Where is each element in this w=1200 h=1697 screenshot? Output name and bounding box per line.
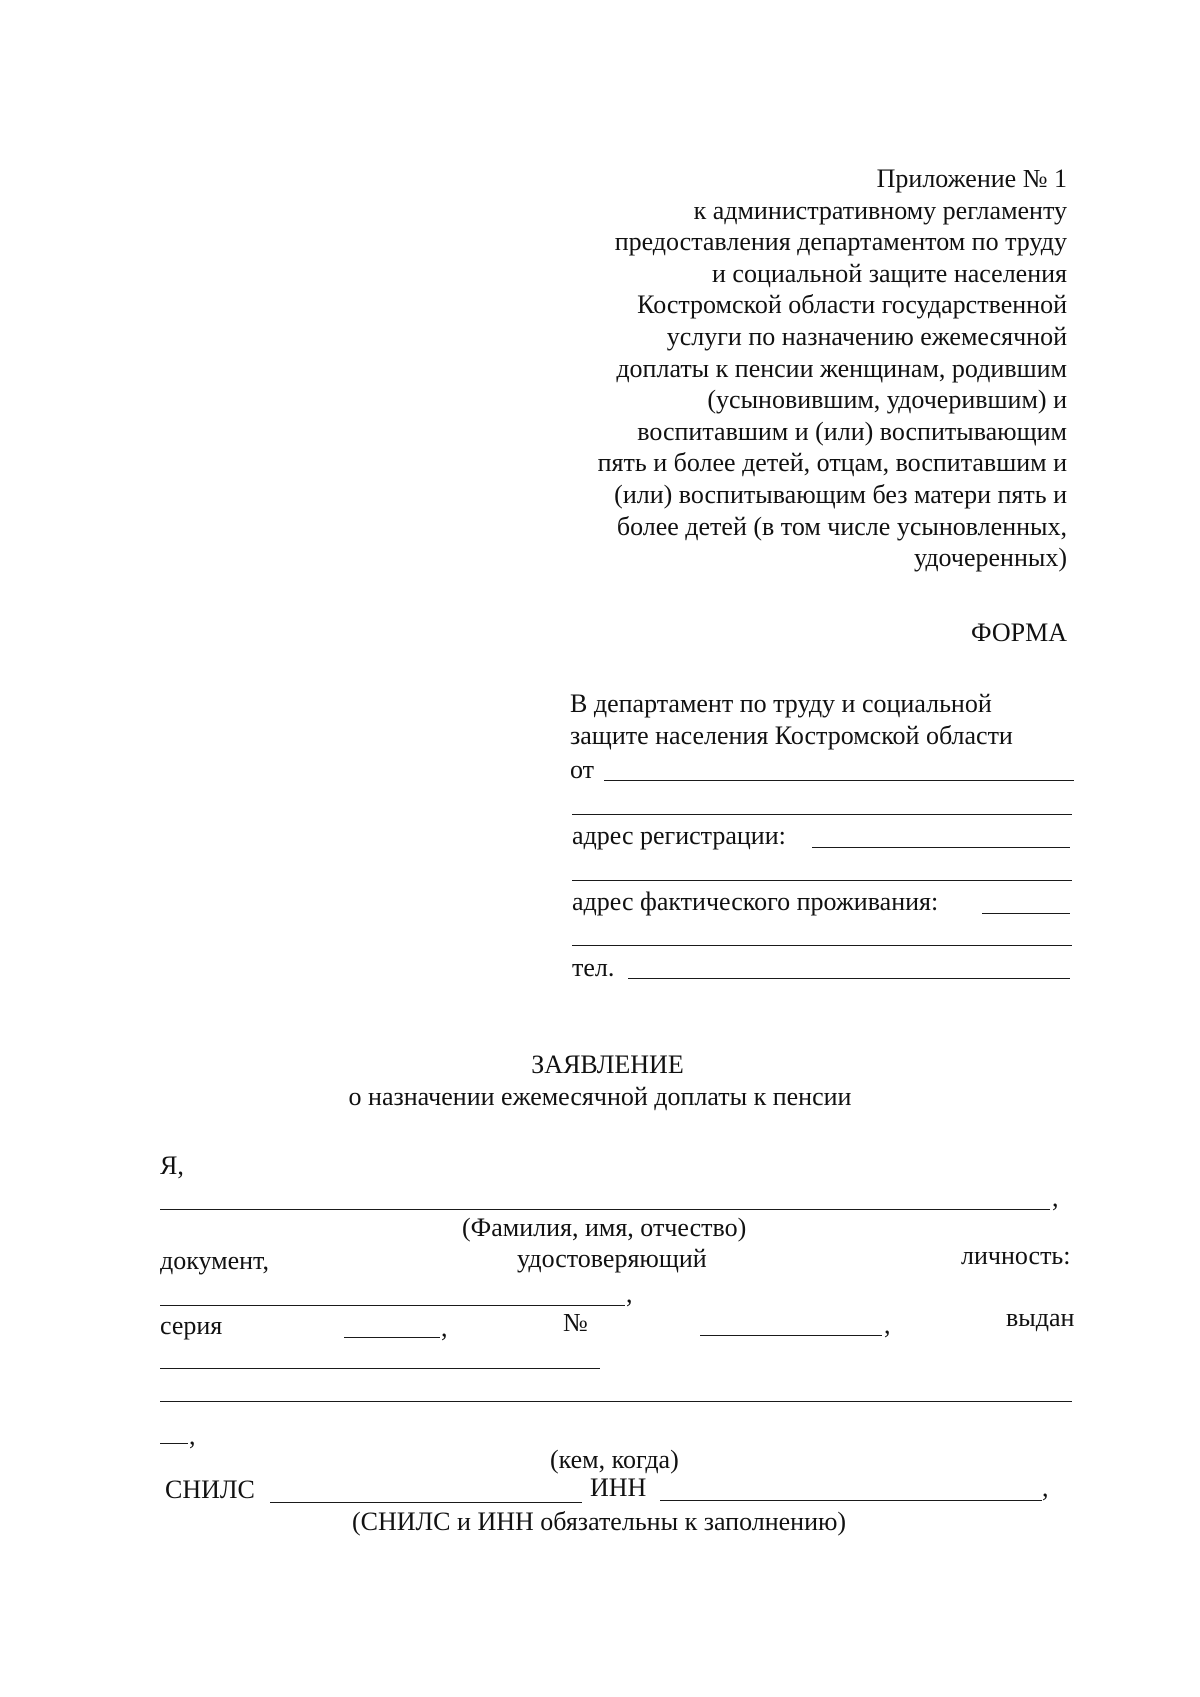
annex-header (540, 163, 1067, 574)
issued-label: выдан (1006, 1303, 1075, 1332)
annex-line-13: удочеренных) (913, 543, 1067, 573)
number-label: № (563, 1308, 588, 1337)
mandatory-note: (СНИЛС и ИНН обязательны к заполнению) (352, 1507, 847, 1536)
full-name-hint: (Фамилия, имя, отчество) (462, 1213, 747, 1242)
series-label: серия (160, 1311, 223, 1340)
addressee-line-2: защите населения Костромской области (570, 721, 1013, 750)
full-name-field[interactable] (160, 1209, 1050, 1210)
issued-by-field-3[interactable] (160, 1443, 188, 1444)
from-label: от (570, 755, 595, 784)
number-comma: , (884, 1310, 891, 1339)
registration-address-field[interactable] (812, 847, 1070, 848)
annex-line-6: услуги по назначению ежемесячной (666, 321, 1067, 351)
from-field-continuation[interactable] (572, 814, 1072, 815)
annex-line-10: пять и более детей, отцам, воспитавшим и (597, 448, 1067, 478)
annex-line-5: Костромской области государственной (637, 290, 1067, 320)
certifying-word: удостоверяющий (517, 1244, 707, 1273)
document-type-comma: , (626, 1279, 633, 1308)
inn-comma: , (1042, 1473, 1049, 1502)
annex-line-4: и социальной защите населения (711, 258, 1067, 288)
issued-hint: (кем, когда) (550, 1445, 679, 1474)
issued-by-field-1[interactable] (160, 1368, 600, 1369)
annex-line-3: предоставления департаментом по труду (614, 227, 1067, 257)
inn-field[interactable] (660, 1500, 1042, 1501)
document-type-field[interactable] (160, 1305, 625, 1306)
actual-address-label: адрес фактического проживания: (572, 887, 939, 916)
inn-label: ИНН (590, 1473, 647, 1502)
phone-field[interactable] (628, 978, 1070, 979)
phone-label: тел. (572, 953, 615, 982)
annex-line-9: воспитавшим и (или) воспитывающим (637, 416, 1067, 446)
document-word: документ, (160, 1246, 269, 1275)
actual-address-field[interactable] (982, 913, 1070, 914)
form-label: ФОРМА (971, 618, 1067, 647)
i-label: Я, (160, 1151, 184, 1180)
annex-line-12: более детей (в том числе усыновленных, (616, 511, 1067, 541)
identity-word: личность: (961, 1241, 1071, 1270)
addressee-line-1: В департамент по труду и социальной (570, 689, 992, 718)
snils-label: СНИЛС (165, 1475, 255, 1504)
annex-line-1: Приложение № 1 (876, 164, 1067, 193)
issued-by-field-2[interactable] (160, 1401, 1072, 1402)
annex-line-7: доплаты к пенсии женщинам, родившим (616, 353, 1067, 383)
from-field[interactable] (604, 780, 1074, 781)
issued-by-comma: , (189, 1421, 196, 1450)
application-title: ЗАЯВЛЕНИЕ (531, 1050, 684, 1079)
series-field[interactable] (344, 1337, 440, 1338)
annex-line-11: (или) воспитывающим без матери пять и (614, 479, 1067, 509)
annex-line-2: к административному регламенту (693, 195, 1067, 225)
annex-line-8: (усыновившим, удочерившим) и (707, 385, 1067, 415)
actual-address-continuation[interactable] (572, 945, 1072, 946)
snils-field[interactable] (270, 1502, 582, 1503)
application-subtitle: о назначении ежемесячной доплаты к пенсии (348, 1082, 852, 1111)
series-comma: , (441, 1313, 448, 1342)
registration-address-continuation[interactable] (572, 880, 1072, 881)
full-name-comma: , (1052, 1183, 1059, 1212)
registration-address-label: адрес регистрации: (572, 821, 786, 850)
number-field[interactable] (700, 1335, 882, 1336)
